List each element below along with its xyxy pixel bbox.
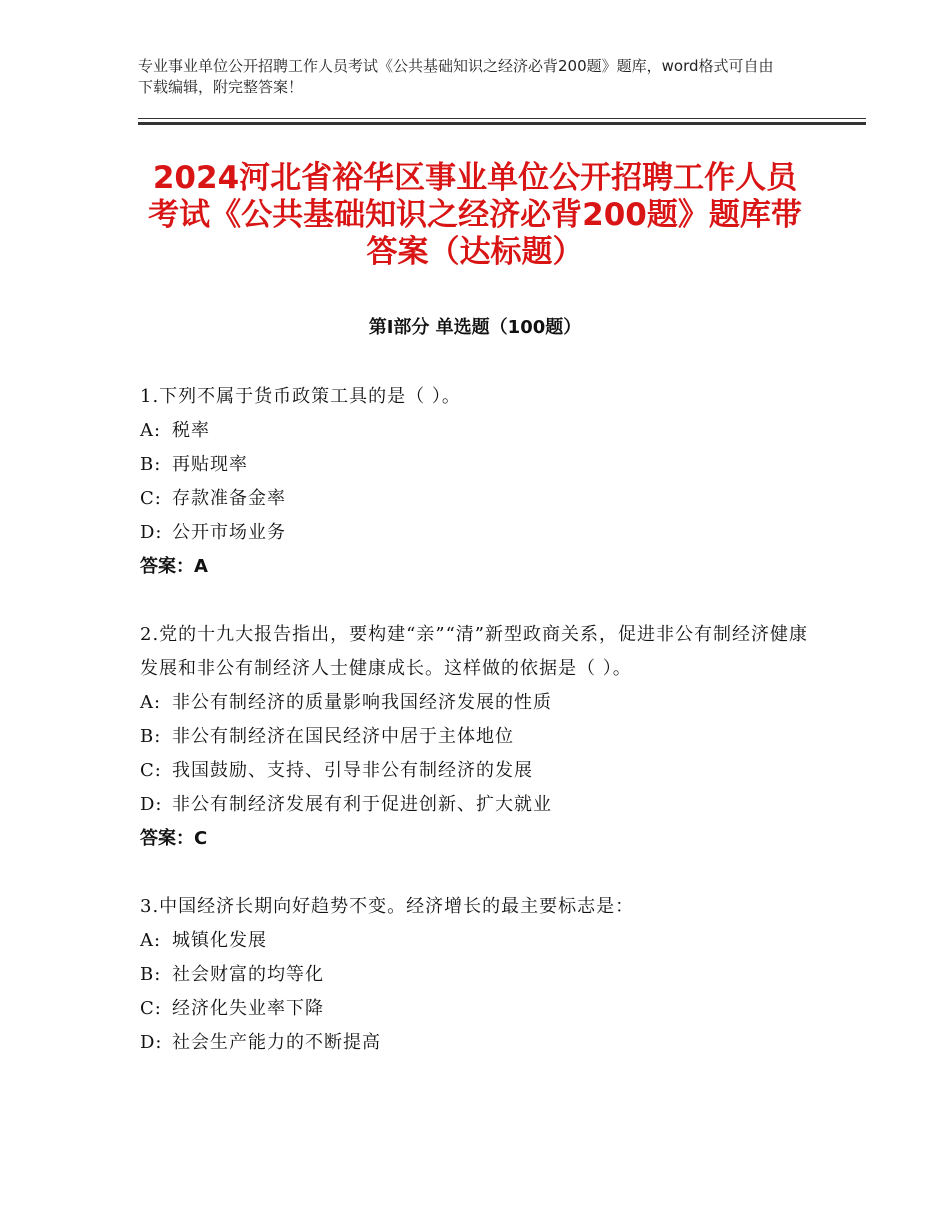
option-letter: A: [140, 692, 162, 713]
option-text: 我国鼓励、支持、引导非公有制经济的发展 [172, 760, 533, 781]
option-text: 社会生产能力的不断提高 [172, 1032, 381, 1053]
option-letter: C: [140, 998, 162, 1019]
option-letter: D: [140, 1032, 163, 1053]
option-text: 非公有制经济发展有利于促进创新、扩大就业 [172, 794, 552, 815]
answer-key: 答案：A [140, 556, 208, 577]
section-title: 第Ⅰ部分 单选题（100题） [368, 317, 582, 338]
option-letter: C: [140, 488, 162, 509]
question-stem: 2.党的十九大报告指出，要构建“亲”“清”新型政商关系，促进非公有制经济健康发展和非公有制经济人士健康成长。这样做的依据是（ ）。 [140, 624, 808, 679]
option-text: 存款准备金率 [172, 488, 286, 509]
option-d [140, 516, 820, 550]
option-letter: A: [140, 420, 162, 441]
option-text: 再贴现率 [172, 454, 248, 475]
question-list [140, 380, 820, 1094]
option-text: 非公有制经济在国民经济中居于主体地位 [172, 726, 514, 747]
header-divider-thin [138, 118, 866, 119]
option-b [140, 958, 820, 992]
option-letter: D: [140, 794, 163, 815]
option-a [140, 414, 820, 448]
option-c [140, 754, 820, 788]
option-b [140, 720, 820, 754]
question-1 [140, 380, 820, 584]
option-text: 社会财富的均等化 [172, 964, 324, 985]
option-c [140, 992, 820, 1026]
option-letter: B: [140, 964, 162, 985]
header-divider-thick [138, 122, 866, 125]
option-letter: D: [140, 522, 163, 543]
option-letter: C: [140, 760, 162, 781]
question-3 [140, 890, 820, 1060]
question-stem: 3.中国经济长期向好趋势不变。经济增长的最主要标志是： [140, 896, 635, 917]
option-b [140, 448, 820, 482]
option-text: 城镇化发展 [172, 930, 267, 951]
option-d [140, 788, 820, 822]
option-letter: B: [140, 726, 162, 747]
option-a [140, 686, 820, 720]
header-note: 专业事业单位公开招聘工作人员考试《公共基础知识之经济必背200题》题库，word格式可自由下载编辑，附完整答案！ [138, 57, 774, 96]
option-letter: A: [140, 930, 162, 951]
answer-key: 答案：C [140, 828, 208, 849]
question-stem: 1.下列不属于货币政策工具的是（ ）。 [140, 386, 461, 407]
option-letter: B: [140, 454, 162, 475]
option-a [140, 924, 820, 958]
option-text: 公开市场业务 [172, 522, 286, 543]
option-text: 税率 [172, 420, 210, 441]
document-title: 2024河北省裕华区事业单位公开招聘工作人员考试《公共基础知识之经济必背200题》题库带答案（达标题） [148, 160, 802, 270]
option-d [140, 1026, 820, 1060]
option-text: 非公有制经济的质量影响我国经济发展的性质 [172, 692, 552, 713]
question-2 [140, 618, 820, 856]
option-text: 经济化失业率下降 [172, 998, 324, 1019]
option-c [140, 482, 820, 516]
